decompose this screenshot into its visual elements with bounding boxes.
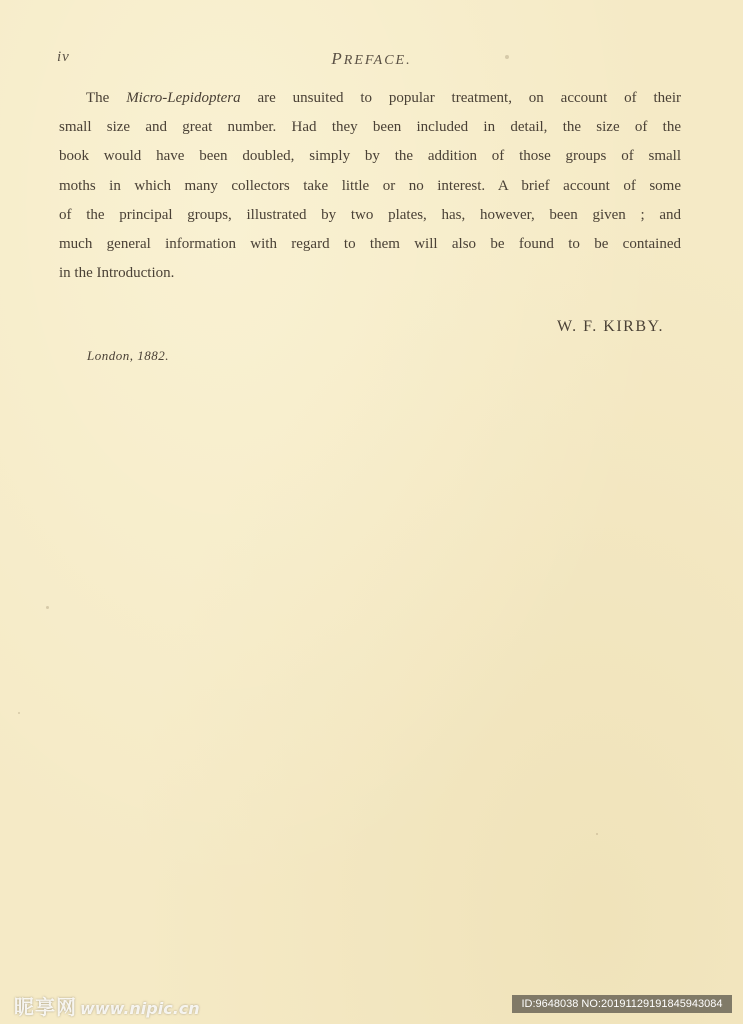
- place-date: London, 1882.: [87, 348, 169, 363]
- watermark-logo-text: 昵享网: [14, 995, 77, 1019]
- watermark-url: www.nipic.cn: [80, 999, 200, 1018]
- running-head-rest: REFACE.: [343, 53, 412, 68]
- running-head-initial: P: [331, 49, 344, 68]
- page-number: iv: [57, 49, 70, 65]
- text-line: in the Introduction.: [59, 265, 175, 282]
- watermark-logo: [14, 991, 200, 1020]
- line-start: The: [86, 90, 127, 106]
- text-line: book would have been doubled, simply by the addition of those groups of small: [59, 148, 681, 165]
- text-line: much general information with regard to them will also be found to be contained: [59, 235, 681, 252]
- paper-speck: [18, 712, 20, 714]
- paper-speck: [596, 833, 598, 835]
- text-line: moths in which many collectors take little or no interest. A brief account of some: [59, 177, 681, 194]
- author-signature: W. F. KIRBY.: [557, 318, 664, 335]
- text-line: [59, 84, 681, 113]
- paper-speck: [46, 606, 49, 609]
- running-head: [0, 49, 743, 69]
- text-line: of the principal groups, illustrated by two plates, has, however, been given ; and: [59, 206, 681, 223]
- text-line: small size and great number. Had they been included in detail, the size of the: [59, 119, 681, 136]
- preface-paragraph: [59, 84, 681, 288]
- taxon-name: Micro-Lepidoptera: [126, 90, 241, 106]
- line-end: are unsuited to popular treatment, on account of their: [240, 90, 681, 106]
- watermark-id: ID:9648038 NO:20191129191845943084: [512, 995, 732, 1013]
